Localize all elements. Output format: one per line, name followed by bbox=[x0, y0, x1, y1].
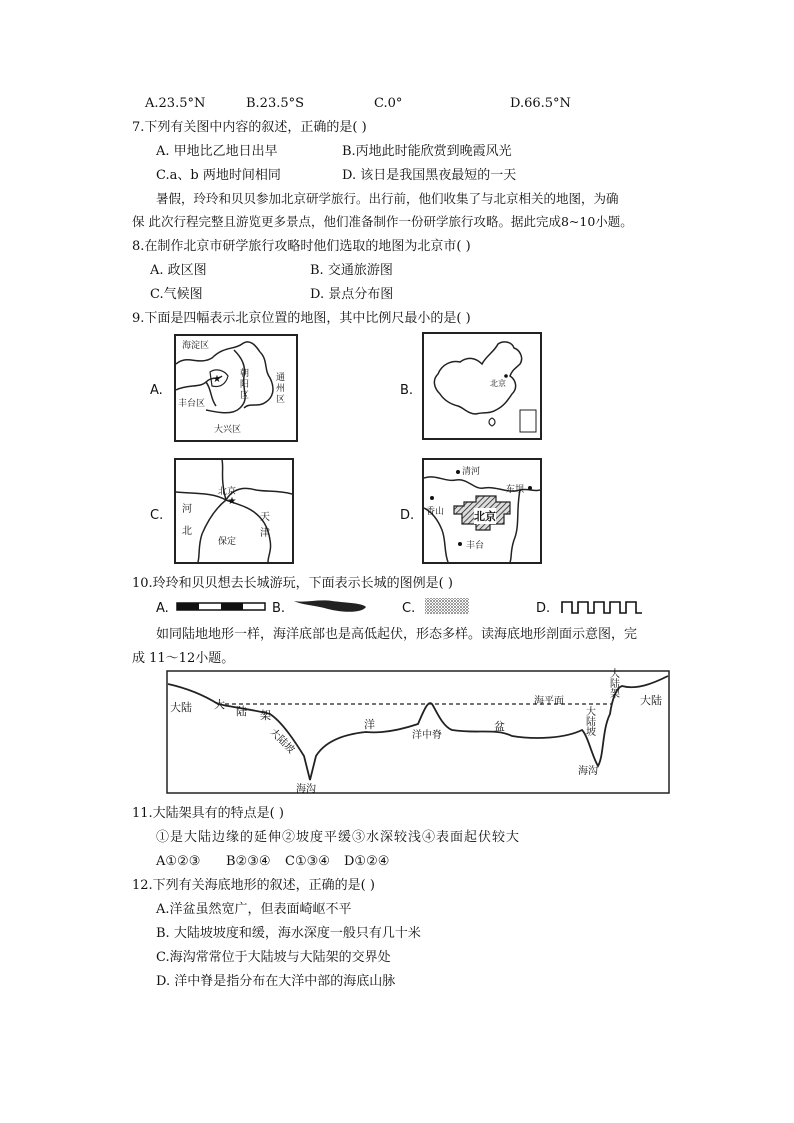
q10-legend-b-lake bbox=[292, 597, 368, 615]
profile-label-slope-left: 大陆坡 bbox=[267, 726, 297, 756]
q10-legend-a-railway bbox=[176, 600, 266, 614]
q10-letter-b: B. bbox=[272, 601, 286, 616]
q10-letter-d: D. bbox=[536, 601, 551, 616]
q11-option-b: B②③④ bbox=[226, 854, 271, 869]
map-c-tian: 天 bbox=[260, 512, 270, 523]
q9-letter-d: D. bbox=[400, 508, 415, 523]
profile-label-da: 大 bbox=[214, 698, 225, 711]
profile-label-continent-left: 大陆 bbox=[170, 701, 192, 714]
q9-stem: 9.下面是四幅表示北京位置的地图，其中比例尺最小的是( ) bbox=[132, 311, 471, 326]
profile-label-jia: 架 bbox=[260, 709, 271, 722]
map-a-haidian: 海淀区 bbox=[182, 341, 210, 351]
q7-option-c: C.a、b 两地时间相同 bbox=[156, 168, 281, 183]
map-b bbox=[422, 332, 542, 440]
profile-label-sea-level: 海平面 bbox=[534, 696, 564, 707]
profile-label-trench-right: 海沟 bbox=[578, 766, 598, 777]
q10-legend-c-desert bbox=[424, 597, 470, 615]
q8-option-d: D. 景点分布图 bbox=[310, 287, 394, 302]
map-d-fengtai: 丰台 bbox=[466, 541, 485, 551]
map-b-beijing: 北京 bbox=[490, 379, 506, 388]
q7-option-a: A. 甲地比乙地日出早 bbox=[156, 144, 278, 159]
q8-option-a: A. 政区图 bbox=[150, 263, 207, 278]
q6-option-b: B.23.5°S bbox=[246, 96, 305, 111]
q10-letter-c: C. bbox=[402, 601, 416, 616]
profile-label-yang: 洋 bbox=[364, 718, 375, 731]
q11-stem: 11.大陆架具有的特点是( ) bbox=[132, 806, 284, 821]
q9-letter-c: C. bbox=[150, 508, 164, 523]
q10-legend-d-great-wall bbox=[560, 599, 644, 615]
map-a-daxing: 大兴区 bbox=[214, 425, 242, 435]
map-a-qu2: 区 bbox=[276, 395, 286, 405]
profile-label-continent-right: 大陆 bbox=[640, 694, 662, 707]
seabed-profile bbox=[166, 670, 670, 794]
profile-label-shelf-right: 大陆架 bbox=[610, 669, 620, 700]
profile-label-ridge: 洋中脊 bbox=[412, 730, 442, 741]
q11-option-d: D①②④ bbox=[344, 854, 390, 869]
map-b-china-outline bbox=[424, 334, 540, 438]
map-c-jin: 津 bbox=[260, 528, 270, 539]
q10-letter-a: A. bbox=[156, 601, 169, 616]
q11-option-c: C①③④ bbox=[285, 854, 330, 869]
q7-option-d: D. 该日是我国黑夜最短的一天 bbox=[342, 168, 517, 183]
q7-stem: 7.下列有关图中内容的叙述，正确的是( ) bbox=[132, 120, 367, 135]
map-d-dongba: 东坝 bbox=[506, 485, 525, 495]
q10-stem: 10.玲玲和贝贝想去长城游玩，下面表示长城的图例是( ) bbox=[132, 576, 453, 591]
map-d-beijing: 北京 bbox=[474, 510, 496, 523]
q12-option-d: D. 洋中脊是指分布在大洋中部的海底山脉 bbox=[156, 974, 396, 989]
q6-option-a: A.23.5°N bbox=[145, 96, 206, 111]
q6-option-c: C.0° bbox=[374, 96, 403, 111]
q9-letter-a: A. bbox=[150, 383, 163, 398]
map-a-zhou: 州 bbox=[276, 384, 286, 394]
map-d-qinghe: 清河 bbox=[462, 467, 481, 477]
svg-text:★: ★ bbox=[227, 496, 237, 507]
map-c-beijing: 北京 bbox=[218, 487, 237, 497]
q9-letter-b: B. bbox=[400, 383, 414, 398]
q12-option-c: C.海沟常常位于大陆坡与大陆架的交界处 bbox=[156, 950, 391, 965]
q12-option-a: A.洋盆虽然宽广，但表面崎岖不平 bbox=[156, 902, 352, 917]
map-c-he: 河 bbox=[182, 504, 192, 515]
q11-option-a: A①②③ bbox=[156, 854, 201, 869]
q8-stem: 8.在制作北京市研学旅行攻略时他们选取的地图为北京市( ) bbox=[132, 239, 471, 254]
profile-label-lu: 陆 bbox=[236, 705, 247, 718]
intro-11-12-line1: 如同陆地地形一样，海洋底部也是高低起伏，形态多样。读海底地形剖面示意图，完 bbox=[156, 627, 638, 642]
map-a-yang: 阳 bbox=[240, 380, 250, 390]
map-c bbox=[174, 458, 294, 564]
map-a-chao: 朝 bbox=[240, 369, 250, 379]
svg-text:★: ★ bbox=[212, 374, 222, 385]
map-c-baoding: 保定 bbox=[218, 537, 237, 547]
q7-option-b: B.丙地此时能欣赏到晚霞风光 bbox=[342, 144, 512, 159]
q11-statement: ①是大陆边缘的延伸②坡度平缓③水深较浅④表面起伏较大 bbox=[156, 830, 521, 845]
intro-8-10-line1: 暑假，玲玲和贝贝参加北京研学旅行。出行前，他们收集了与北京相关的地图，为确 bbox=[156, 191, 619, 206]
intro-8-10-line2: 保 此次行程完整且游览更多景点，他们准备制作一份研学旅行攻略。据此完成8~10小题。 bbox=[132, 214, 633, 229]
q8-option-c: C.气候图 bbox=[150, 287, 203, 302]
map-a-qu1: 区 bbox=[240, 391, 250, 401]
profile-label-pen: 盆 bbox=[494, 720, 505, 733]
map-a-tong: 通 bbox=[276, 373, 286, 383]
q8-option-b: B. 交通旅游图 bbox=[310, 263, 393, 278]
q12-option-b: B. 大陆坡坡度和缓，海水深度一般只有几十米 bbox=[156, 926, 421, 941]
profile-label-trench-left: 海沟 bbox=[296, 784, 316, 795]
q12-stem: 12.下列有关海底地形的叙述，正确的是( ) bbox=[132, 878, 375, 893]
map-d-xiangshan: 香山 bbox=[426, 507, 445, 517]
map-a-fengtai: 丰台区 bbox=[178, 399, 206, 409]
map-c-bei: 北 bbox=[182, 526, 192, 537]
map-a bbox=[174, 334, 298, 442]
profile-label-slope-right: 大陆坡 bbox=[586, 707, 596, 738]
map-d bbox=[422, 458, 542, 564]
intro-11-12-line2: 成 11～12小题。 bbox=[132, 651, 235, 666]
q6-option-d: D.66.5°N bbox=[510, 96, 571, 111]
